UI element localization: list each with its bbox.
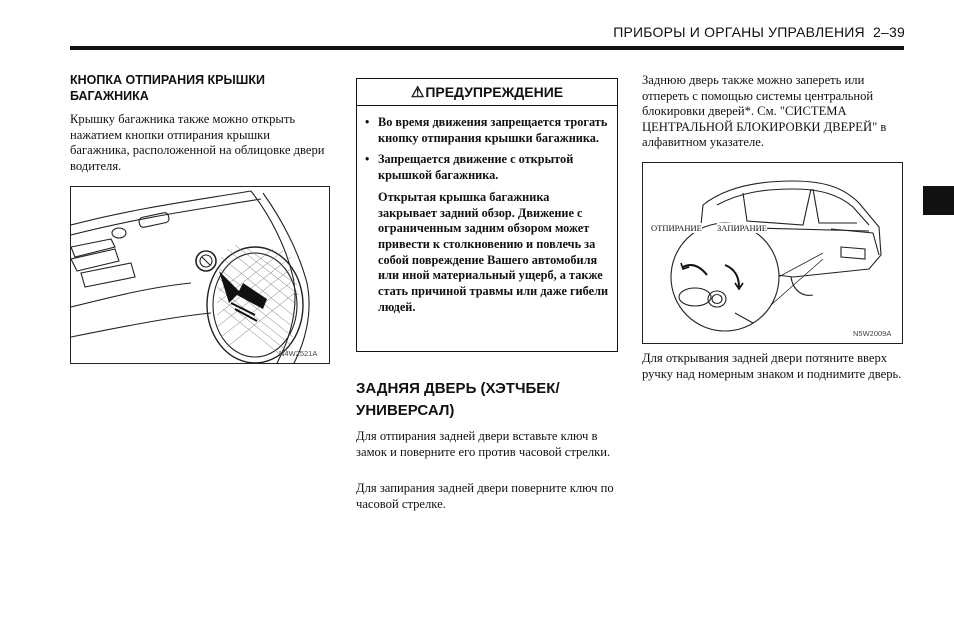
- trunk-button-illustration: [70, 186, 330, 364]
- tailgate-text-lock: Для запирания задней двери поверните ключ по часовой стрелке.: [356, 481, 614, 511]
- warning-item: • Во время движения запрещается трогать кнопку отпирания крышки багажника.: [365, 115, 609, 146]
- figure-code: N4W2521A: [279, 349, 318, 358]
- section-tab-marker: [923, 186, 954, 215]
- warning-title-bar: [357, 79, 617, 106]
- warning-item: • Запрещается движение с открытой крышкой багажника.: [365, 152, 609, 183]
- page-header: [0, 24, 905, 40]
- warning-box: [356, 78, 618, 352]
- warning-triangle-icon: ⚠: [410, 84, 425, 101]
- callout-circle: [671, 223, 779, 331]
- tailgate-heading: ЗАДНЯЯ ДВЕРЬ (ХЭТЧБЕК/УНИВЕРСАЛ): [356, 380, 560, 419]
- tailgate-open-text: Для открывания задней двери потяните вверх ручку над номерным знаком и поднимите дверь.: [642, 351, 902, 381]
- warning-title: ПРЕДУПРЕЖДЕНИЕ: [425, 84, 564, 100]
- tailgate-text-unlock: Для отпирания задней двери вставьте ключ в замок и поверните его против часовой стрелки.: [356, 429, 611, 459]
- unlock-label: ОТПИРАНИЕ: [651, 223, 702, 233]
- header-rule: [70, 46, 904, 50]
- warning-extra-text: Открытая крышка багажника закрывает задний обзор. Движение с ограниченным задним обзором может привести к столкновению и повлечь за собой повреждение Вашего автомобиля или иной материальный ущерб, а также стать причиной травмы или даже гибели людей.: [378, 189, 609, 314]
- page-number: 2–39: [873, 24, 905, 40]
- lock-label: ЗАПИРАНИЕ: [717, 223, 767, 233]
- trunk-release-heading: КНОПКА ОТПИРАНИЯ КРЫШКИ БАГАЖНИКА: [70, 73, 265, 103]
- central-locking-text: Заднюю дверь также можно запереть или отпереть с помощью системы центральной блокировки дверей*. См. "СИСТЕМА ЦЕНТРАЛЬНОЙ БЛОКИРОВКИ ДВЕРЕЙ" в алфавитном указателе.: [642, 73, 887, 149]
- header-title: ПРИБОРЫ И ОРГАНЫ УПРАВЛЕНИЯ: [613, 24, 865, 40]
- car-rear-drawing: [643, 163, 903, 344]
- trunk-release-text: Крышку багажника также можно открыть нажатием кнопки отпирания крышки багажника, расположенной на облицовке двери водителя.: [70, 112, 325, 173]
- door-panel-drawing: [71, 187, 330, 364]
- hatchback-illustration: [642, 162, 903, 344]
- warning-list: [357, 106, 617, 184]
- figure-code: N5W2009A: [853, 329, 892, 338]
